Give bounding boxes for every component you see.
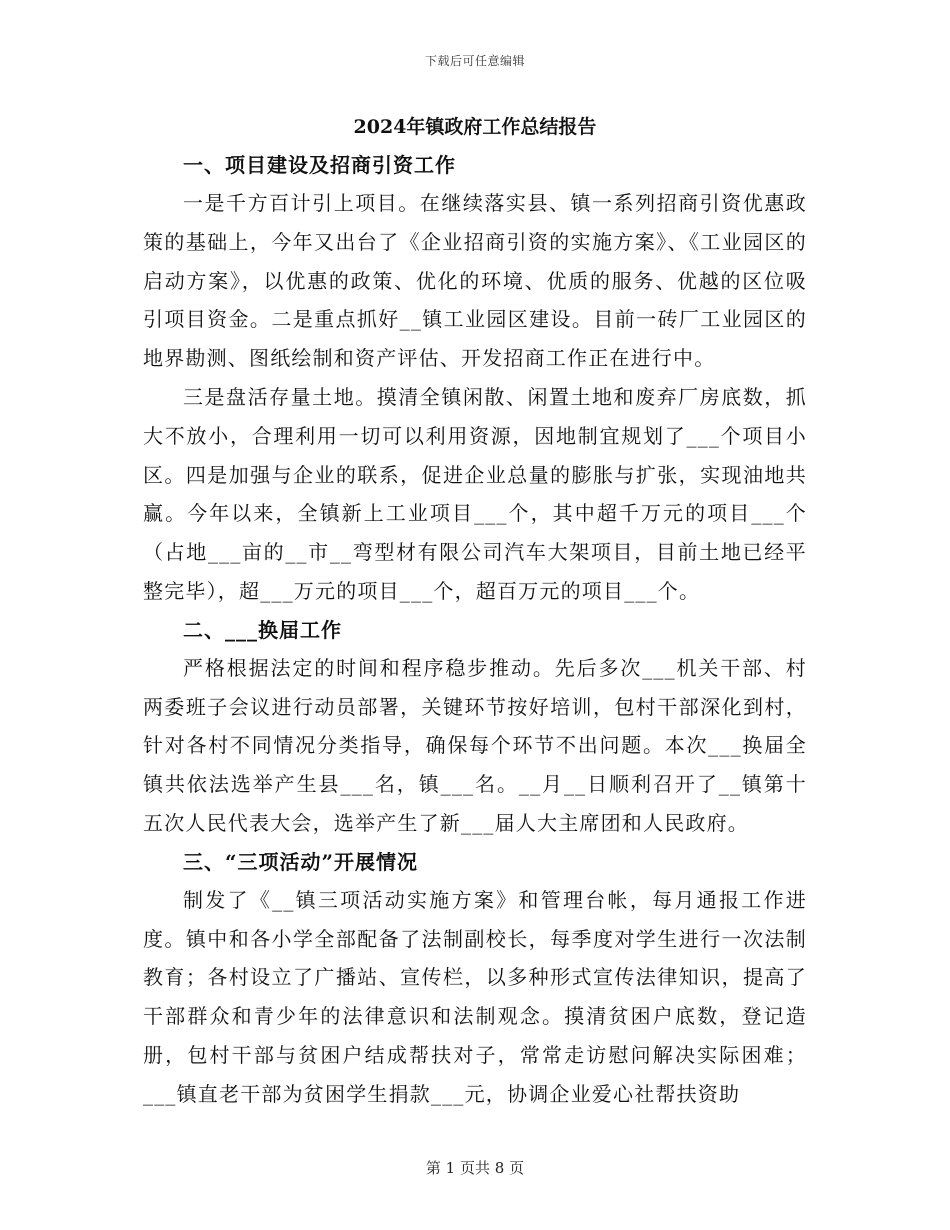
section-heading-1: 一、项目建设及招商引资工作 — [183, 153, 456, 177]
paragraph-3-1: 制发了《__镇三项活动实施方案》和管理台帐，每月通报工作进度。镇中和各小学全部配备了法制副校长，每季度对学生进行一次法制教育；各村设立了广播站、宣传栏，以多种形式宣传法律知识，提高了干部群众和青少年的法律意识和法制观念。摸清贫困户底数，登记造册，包村干部与贫困户结成帮扶对子，常常走访慰问解决实际困难；___镇直老干部为贫困学生捐款___元，协调企业爱心社帮扶资助 — [143, 887, 807, 1106]
page-header: 下载后可任意编辑 — [424, 54, 525, 68]
paragraph-2-1: 严格根据法定的时间和程序稳步推动。先后多次___机关干部、村两委班子会议进行动员部署，关键环节按好培训，包村干部深化到村，针对各村不同情况分类指导，确保每个环节不出问题。本次___换届全镇共依法选举产生县___名，镇___名。__月__日顺利召开了__镇第十五次人民代表大会，选举产生了新___届人大主席团和人民政府。 — [143, 655, 807, 835]
document-title: 2024年镇政府工作总结报告 — [353, 116, 597, 138]
page-footer: 第 1 页共 8 页 — [425, 1159, 525, 1177]
section-heading-2: 二、___换届工作 — [183, 617, 342, 642]
paragraph-1-2: 三是盘活存量土地。摸清全镇闲散、闲置土地和废弃厂房底数，抓大不放小，合理利用一切可以利用资源，因地制宜规划了___个项目小区。四是加强与企业的联系，促进企业总量的膨胀与扩张，实现油地共赢。今年以来，全镇新上工业项目___个，其中超千万元的项目___个（占地___亩的__市__弯型材有限公司汽车大架项目，目前土地已经平整完毕），超___万元的项目___个，超百万元的项目___个。 — [143, 384, 807, 603]
document-body — [143, 112, 807, 1114]
paragraph-1-1: 一是千方百计引上项目。在继续落实县、镇一系列招商引资优惠政策的基础上，今年又出台了《企业招商引资的实施方案》、《工业园区的启动方案》，以优惠的政策、优化的环境、优质的服务、优越的区位吸引项目资金。二是重点抓好__镇工业园区建设。目前一砖厂工业园区的地界勘测、图纸绘制和资产评估、开发招商工作正在进行中。 — [143, 191, 807, 371]
section-heading-3: 三、“三项活动”开展情况 — [183, 849, 419, 874]
